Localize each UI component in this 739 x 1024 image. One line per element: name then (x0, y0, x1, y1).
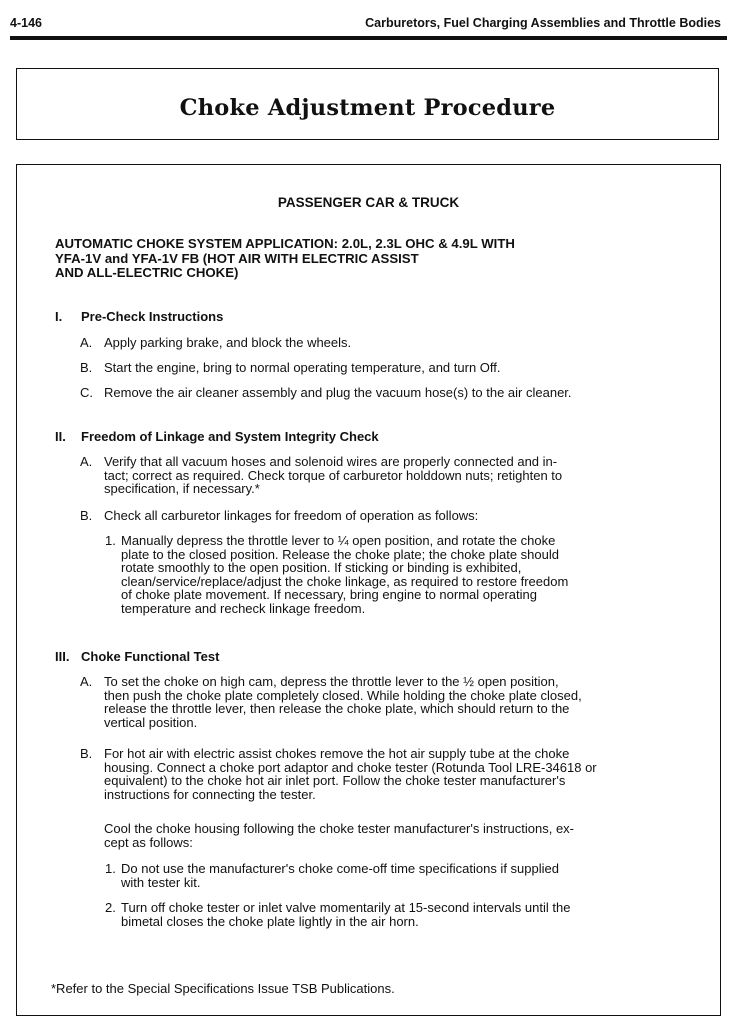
footnote: *Refer to the Special Specifications Issue TSB Publications. (51, 981, 395, 996)
item-label: 1. (105, 861, 116, 876)
item-text (104, 675, 582, 729)
running-header: Carburetors, Fuel Charging Assemblies and Throttle Bodies (365, 16, 721, 30)
text-line: specification, if necessary.* (104, 481, 260, 496)
section-number: II. (55, 429, 66, 444)
text-line: cept as follows: (104, 834, 193, 850)
content-box (16, 164, 721, 1016)
title-box (16, 68, 719, 140)
section-title: Pre-Check Instructions (81, 309, 224, 324)
text-line: bimetal closes the choke plate lightly in the air horn. (121, 913, 419, 929)
item-text: Start the engine, bring to normal operating temperature, and turn Off. (104, 360, 501, 375)
section-number: III. (55, 649, 70, 664)
item-label: B. (80, 746, 93, 761)
subtitle: PASSENGER CAR & TRUCK (277, 195, 460, 210)
item-label: A. (80, 674, 93, 689)
item-label: 1. (105, 533, 116, 548)
text-line: housing. Connect a choke port adaptor and choke tester (Rotunda Tool LRE-34618 or (104, 759, 597, 775)
text-line: Cool the choke housing following the choke tester manufacturer's instructions, ex- (104, 821, 575, 836)
text-line: then push the choke plate completely closed. While holding the choke plate closed, (104, 687, 582, 703)
text-line: Turn off choke tester or inlet valve momentarily at 15-second intervals until the (121, 900, 571, 915)
paragraph (104, 822, 714, 849)
text-line: tact; correct as required. Check torque of carburetor holddown nuts; retighten to (104, 467, 563, 483)
item-label: C. (80, 385, 93, 400)
item-text (104, 455, 562, 496)
text-line: temperature and recheck linkage freedom. (121, 600, 366, 616)
item-text: Apply parking brake, and block the wheels. (104, 335, 352, 350)
text-line: vertical position. (104, 714, 198, 730)
text-line: clean/service/replace/adjust the choke linkage, as required to restore freedom (121, 573, 569, 589)
text-line: Do not use the manufacturer's choke come-off time specifications if supplied (121, 861, 559, 876)
item-label: B. (80, 360, 93, 375)
header-rule (10, 36, 727, 40)
text-line: Verify that all vacuum hoses and solenoid wires are properly connected and in- (104, 454, 558, 469)
item-text (121, 534, 568, 615)
text-line: release the throttle lever, then release the choke plate, which should return to the (104, 701, 570, 716)
item-text: Remove the air cleaner assembly and plug the vacuum hose(s) to the air cleaner. (104, 385, 572, 400)
application-line: YFA-1V and YFA-1V FB (HOT AIR WITH ELECTRIC ASSIST (55, 250, 419, 266)
item-text (121, 862, 559, 889)
item-label: A. (80, 335, 93, 350)
item-text (104, 747, 597, 801)
application-heading (55, 237, 655, 281)
section-number: I. (55, 309, 63, 324)
page-title: Choke Adjustment Procedure (179, 95, 556, 121)
section-title: Freedom of Linkage and System Integrity Check (81, 429, 379, 444)
text-line: Manually depress the throttle lever to ¼ open position, and rotate the choke (121, 533, 556, 548)
item-label: 2. (105, 900, 116, 915)
text-line: equivalent) to the choke hot air inlet port. Follow the choke tester manufacturer's (104, 773, 566, 788)
section-title: Choke Functional Test (81, 649, 220, 664)
text-line: of choke plate movement. If necessary, bring engine to normal operating (121, 587, 537, 602)
page-number: 4-146 (10, 16, 42, 30)
text-line: rotate smoothly to the open position. If sticking or binding is exhibited, (121, 560, 522, 575)
application-line: AUTOMATIC CHOKE SYSTEM APPLICATION: 2.0L, 2.3L OHC & 4.9L WITH (55, 236, 515, 251)
item-label: A. (80, 454, 93, 469)
text-line: To set the choke on high cam, depress the throttle lever to the ½ open position, (104, 674, 559, 689)
text-line: instructions for connecting the tester. (104, 786, 316, 802)
item-text (121, 901, 570, 928)
application-line: AND ALL-ELECTRIC CHOKE) (55, 265, 239, 280)
item-label: B. (80, 508, 93, 523)
text-line: with tester kit. (121, 874, 201, 890)
text-line: plate to the closed position. Release the choke plate; the choke plate should (121, 546, 559, 562)
item-text: Check all carburetor linkages for freedom of operation as follows: (104, 508, 479, 523)
text-line: For hot air with electric assist chokes remove the hot air supply tube at the choke (104, 746, 570, 761)
